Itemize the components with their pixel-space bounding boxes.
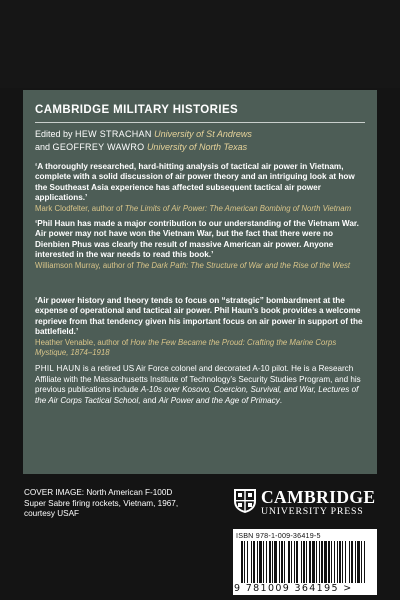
barcode-bar (328, 541, 330, 583)
barcode-bar (364, 541, 365, 583)
barcode-bar (309, 541, 311, 583)
isbn-barcode (233, 529, 377, 595)
author-bio (35, 364, 367, 406)
barcode-bar (306, 541, 307, 583)
barcode-bar (257, 541, 258, 583)
barcode-bar (334, 541, 335, 583)
editor-name: GEOFFREY WAWRO (52, 141, 145, 152)
attribution-author: Mark Clodfelter, author of (35, 203, 123, 213)
barcode-bar (355, 541, 356, 583)
attribution-work: The Dark Path: The Structure of War and the Rise of the West (135, 260, 351, 270)
publisher-name: CAMBRIDGE (261, 487, 376, 507)
barcode-bar (291, 541, 292, 583)
publisher-press: UNIVERSITY PRESS (261, 506, 364, 517)
barcode-bar (301, 541, 302, 583)
barcode-bar (241, 541, 243, 583)
edited-by-label: Edited by (35, 129, 73, 139)
cambridge-shield-icon (233, 488, 257, 514)
barcode-bar (303, 541, 305, 583)
quote-text: ‘A thoroughly researched, hard-hitting analysis of tactical air power in Vietnam, complete with a solid discussion of air power theory and an intriguing look at how the Southeast Asia experience has affected subsequent tactical air power applications.’ (35, 162, 355, 203)
author-name: PHIL HAUN (35, 364, 81, 373)
barcode-bar (296, 541, 298, 583)
barcode-bar (316, 541, 317, 583)
attribution-author: Heather Venable, author of (35, 337, 129, 347)
barcode-bar (339, 541, 341, 583)
barcode-bar (361, 541, 362, 583)
barcode-bar (331, 541, 332, 583)
quote-attribution (35, 204, 367, 214)
and-label: and (35, 141, 51, 152)
editor-name: HEW STRACHAN (75, 129, 152, 139)
barcode-bar (294, 541, 295, 583)
endorsement-quote (35, 162, 367, 214)
barcode-bar (337, 541, 338, 583)
barcode-bar (244, 541, 245, 583)
barcode-bar (321, 541, 323, 583)
barcode-bar (288, 541, 290, 583)
title-divider (35, 122, 365, 123)
cover-top-band (0, 0, 400, 88)
barcode-bar (279, 541, 280, 583)
bio-works: A-10s over Kosovo, Coercion, Survival, and War, Lectures of the Air Corps Tactical School, (35, 385, 359, 405)
barcode-bar (263, 541, 264, 583)
barcode-bar (272, 541, 273, 583)
barcode-bars (241, 541, 367, 583)
barcode-bar (319, 541, 320, 583)
cover-image-credit: COVER IMAGE: North American F-100D Super Sabre firing rockets, Vietnam, 1967, courtesy USAF (24, 488, 179, 518)
endorsement-quote (35, 219, 367, 271)
attribution-author: Williamson Murray, author of (35, 260, 134, 270)
series-title: CAMBRIDGE MILITARY HISTORIES (35, 104, 239, 116)
barcode-bar (351, 541, 353, 583)
barcode-bar (345, 541, 346, 583)
quote-attribution (35, 261, 367, 271)
barcode-digits: 9 781009 364195 > (234, 583, 353, 594)
barcode-bar (342, 541, 343, 583)
barcode-bar (253, 541, 255, 583)
barcode-bar (281, 541, 283, 583)
barcode-bar (357, 541, 360, 583)
quote-attribution (35, 338, 367, 358)
attribution-work: The Limits of Air Power: The American Bombing of North Vietnam (124, 203, 352, 213)
barcode-bar (247, 541, 248, 583)
barcode-bar (269, 541, 271, 583)
isbn-label: ISBN 978-1-009-36419-5 (236, 531, 321, 540)
barcode-bar (274, 541, 277, 583)
bio-text: is a retired US Air Force colonel and decorated A-10 pilot. He is a Research Affiliate with the Massachusetts Institute of Technology’s Security Studies Program, and his previous publications include (35, 364, 361, 395)
attribution-work: How the Few Became the Proud: Crafting the Marine Corps Mystique, 1874–1918 (35, 337, 337, 357)
series-editors (35, 128, 375, 153)
quote-text: ‘Phil Haun has made a major contribution to our understanding of the Vietnam War. Air power may not have won the Vietnam War, but the fact that there were no Dienbien Phus was clearly the result of massive American air power. Anyone interested in the war needs to read this book.’ (35, 219, 359, 260)
bio-text: and (140, 395, 159, 405)
barcode-bar (284, 541, 285, 583)
editor-affiliation: University of North Texas (146, 141, 248, 152)
barcode-bar (324, 541, 327, 583)
endorsement-quote (35, 296, 367, 358)
barcode-bar (312, 541, 315, 583)
barcode-bar (259, 541, 262, 583)
quote-text: ‘Air power history and theory tends to focus on “strategic” bombardment at the expense of operational and tactical air power. Phil Haun’s book provides a welcome reprieve from that tendency given his important focus on air power in support of the battlefield.’ (35, 296, 363, 337)
barcode-bar (251, 541, 252, 583)
bio-text: . (279, 395, 283, 405)
barcode-bar (349, 541, 350, 583)
barcode-bar (266, 541, 267, 583)
bio-works: Air Power and the Age of Primacy (158, 395, 280, 405)
editor-affiliation: University of St Andrews (154, 129, 252, 139)
